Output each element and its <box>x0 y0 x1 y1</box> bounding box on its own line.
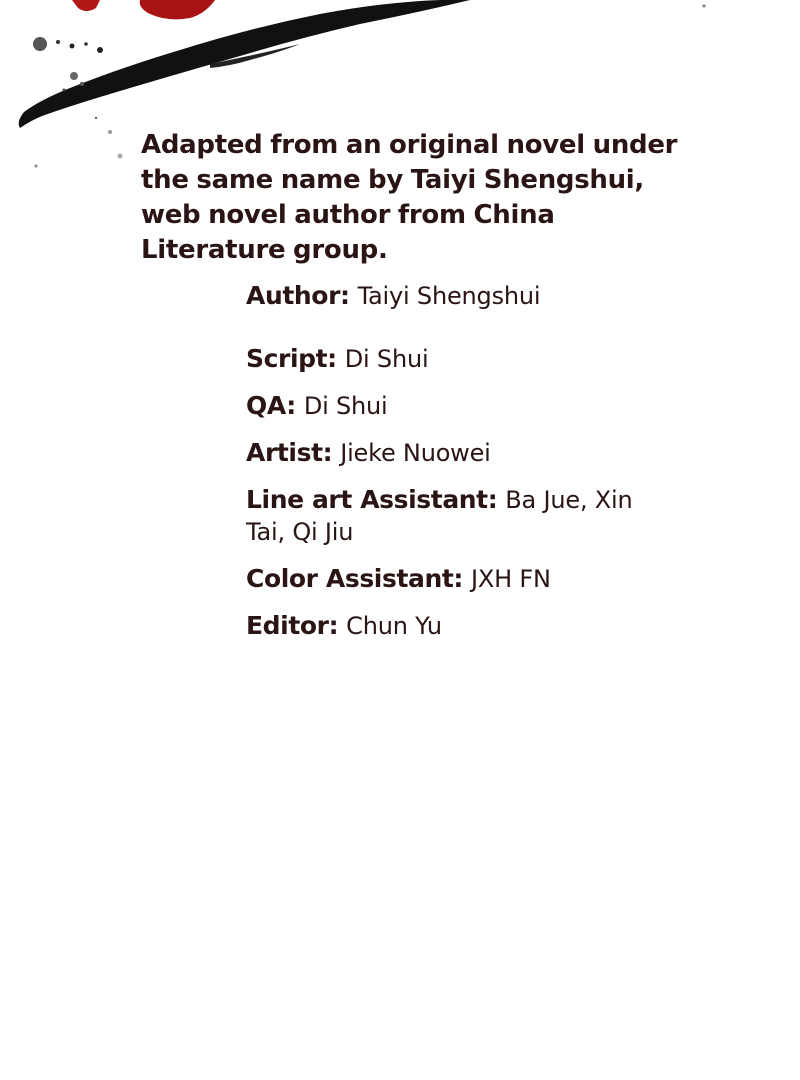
credit-artist <box>246 437 666 469</box>
credit-name: JXH FN <box>470 565 551 593</box>
credit-name: Jieke Nuowei <box>340 439 491 467</box>
black-brush-stroke <box>19 0 470 128</box>
credits-list <box>246 280 666 657</box>
ink-speckle <box>108 130 112 134</box>
ink-speckle <box>70 44 75 49</box>
credit-line-art-assistant <box>246 484 666 548</box>
ink-speckle <box>118 154 123 159</box>
credit-color-assistant <box>246 563 666 595</box>
credit-role: QA: <box>246 391 296 420</box>
ink-speckle <box>63 89 66 92</box>
red-ink-splash <box>72 0 100 11</box>
ink-speckle <box>84 42 88 46</box>
credit-name: Taiyi Shengshui <box>357 282 541 310</box>
ink-speckle <box>70 72 78 80</box>
credit-role: Artist: <box>246 438 333 467</box>
credit-author <box>246 280 666 312</box>
ink-speckle <box>35 165 38 168</box>
credit-editor <box>246 610 666 642</box>
ink-speckle <box>80 82 84 86</box>
credit-role: Line art Assistant: <box>246 485 498 514</box>
credit-qa <box>246 390 666 422</box>
ink-speckle <box>97 47 103 53</box>
credit-name: Di Shui <box>344 345 429 373</box>
ink-speckle <box>56 40 60 44</box>
adaptation-note: Adapted from an original novel under the same name by Taiyi Shengshui, web novel author from China Literature group. <box>141 130 678 265</box>
credit-role: Color Assistant: <box>246 564 464 593</box>
ink-speckle <box>703 5 706 8</box>
credit-name: Ba Jue, Xin Tai, Qi Jiu <box>246 486 633 546</box>
credit-role: Editor: <box>246 611 339 640</box>
credit-name: Chun Yu <box>346 612 442 640</box>
ink-speckle <box>33 37 47 51</box>
credit-name: Di Shui <box>303 392 388 420</box>
red-ink-splash-2 <box>140 0 215 19</box>
credit-role: Author: <box>246 281 350 310</box>
credit-role: Script: <box>246 344 337 373</box>
credit-script <box>246 343 666 375</box>
ink-speckle <box>95 117 97 119</box>
